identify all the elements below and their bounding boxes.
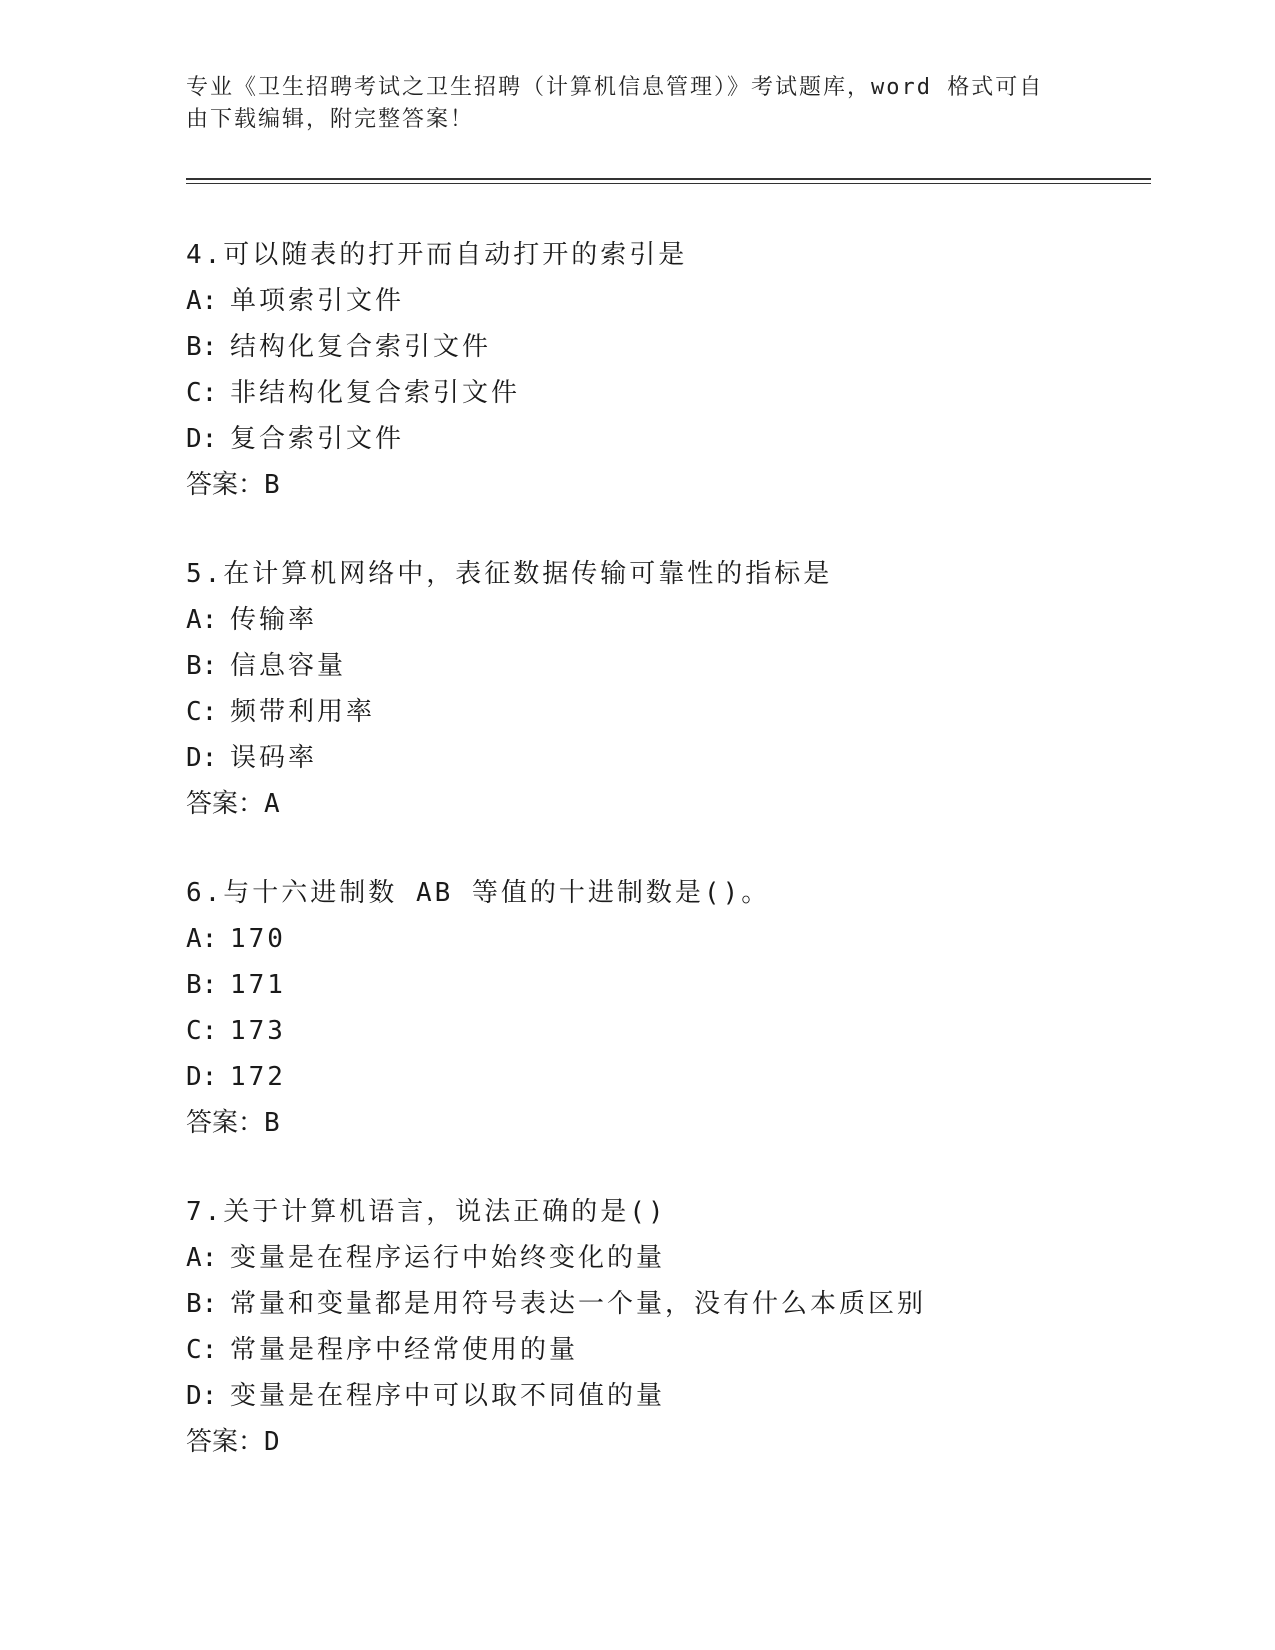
question-title: 6.与十六进制数 AB 等值的十进制数是()。	[186, 878, 771, 908]
option-text: 171	[230, 970, 286, 1000]
option-letter: A:	[186, 924, 218, 954]
question-title: 4.可以随表的打开而自动打开的索引是	[186, 240, 688, 270]
answer-value: B	[264, 470, 280, 500]
option-b	[186, 962, 1186, 1008]
option-c	[186, 370, 1186, 416]
option-text: 变量是在程序中可以取不同值的量	[230, 1381, 666, 1411]
answer-label: 答案：	[186, 789, 265, 819]
question-title: 7.关于计算机语言，说法正确的是()	[186, 1197, 667, 1227]
option-a	[186, 278, 1186, 324]
option-text: 单项索引文件	[230, 286, 405, 316]
answer-value: B	[264, 1108, 280, 1138]
option-letter: A:	[186, 286, 218, 316]
option-letter: A:	[186, 605, 218, 635]
option-text: 误码率	[230, 743, 318, 773]
option-letter: D:	[186, 424, 218, 454]
answer-label: 答案：	[186, 1427, 265, 1457]
option-a	[186, 916, 1186, 962]
option-text: 变量是在程序运行中始终变化的量	[230, 1243, 666, 1273]
option-c	[186, 1008, 1186, 1054]
option-text: 频带利用率	[230, 697, 376, 727]
header-divider-top	[186, 178, 1151, 180]
answer-line	[186, 781, 1186, 827]
option-text: 172	[230, 1062, 286, 1092]
option-letter: D:	[186, 1381, 218, 1411]
option-letter: D:	[186, 1062, 218, 1092]
option-letter: D:	[186, 743, 218, 773]
option-text: 173	[230, 1016, 286, 1046]
option-letter: B:	[186, 970, 218, 1000]
option-a	[186, 597, 1186, 643]
option-text: 信息容量	[230, 651, 347, 681]
question-block	[186, 1189, 1186, 1465]
option-text: 复合索引文件	[230, 424, 405, 454]
header-line-2: 由下载编辑，附完整答案！	[186, 107, 475, 132]
answer-label: 答案：	[186, 1108, 265, 1138]
answer-line	[186, 462, 1186, 508]
option-text: 结构化复合索引文件	[230, 332, 492, 362]
answer-label: 答案：	[186, 470, 265, 500]
option-d	[186, 1373, 1186, 1419]
answer-value: D	[264, 1427, 280, 1457]
option-letter: C:	[186, 378, 218, 408]
option-letter: C:	[186, 697, 218, 727]
option-b	[186, 1281, 1186, 1327]
option-text: 常量是程序中经常使用的量	[230, 1335, 579, 1365]
option-c	[186, 1327, 1186, 1373]
option-d	[186, 416, 1186, 462]
option-text: 非结构化复合索引文件	[230, 378, 521, 408]
answer-line	[186, 1100, 1186, 1146]
answer-value: A	[264, 789, 280, 819]
option-text: 传输率	[230, 605, 318, 635]
option-d	[186, 735, 1186, 781]
option-letter: A:	[186, 1243, 218, 1273]
answer-line	[186, 1419, 1186, 1465]
question-block	[186, 870, 1186, 1146]
header-line-1: 专业《卫生招聘考试之卫生招聘（计算机信息管理）》考试题库，word 格式可自	[186, 75, 1044, 100]
option-letter: B:	[186, 1289, 218, 1319]
option-text: 常量和变量都是用符号表达一个量，没有什么本质区别	[230, 1289, 927, 1319]
question-block	[186, 232, 1186, 508]
option-letter: C:	[186, 1335, 218, 1365]
option-text: 170	[230, 924, 286, 954]
option-c	[186, 689, 1186, 735]
question-block	[186, 551, 1186, 827]
option-a	[186, 1235, 1186, 1281]
option-d	[186, 1054, 1186, 1100]
question-title: 5.在计算机网络中，表征数据传输可靠性的指标是	[186, 559, 833, 589]
option-letter: B:	[186, 651, 218, 681]
document-header	[186, 72, 1086, 136]
option-letter: B:	[186, 332, 218, 362]
header-divider-bottom	[186, 183, 1151, 184]
option-letter: C:	[186, 1016, 218, 1046]
option-b	[186, 324, 1186, 370]
option-b	[186, 643, 1186, 689]
